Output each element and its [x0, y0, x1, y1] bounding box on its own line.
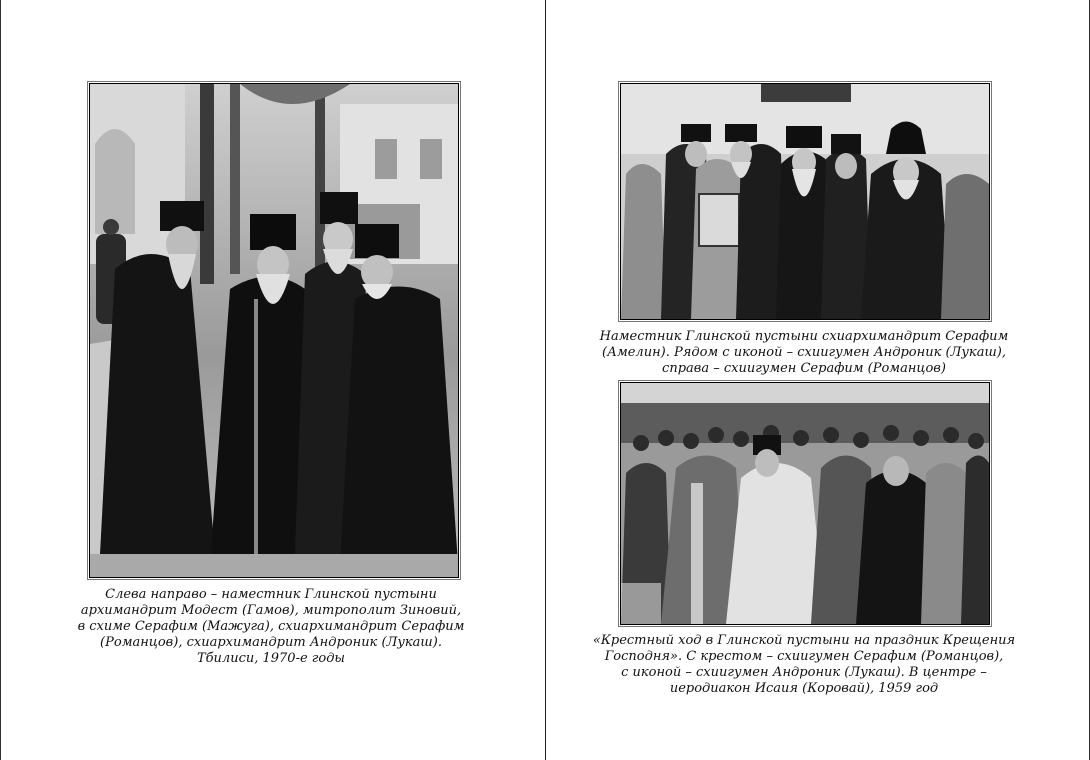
caption-line: Наместник Глинской пустыни схиархимандрит Серафим	[599, 329, 1009, 344]
caption-line: (Амелин). Рядом с иконой – схиигумен Андроник (Лукаш),	[602, 345, 1006, 360]
caption-line: с иконой – схиигумен Андроник (Лукаш). В центре –	[621, 665, 987, 680]
caption-line: иеродиакон Исаия (Коровай), 1959 год	[669, 681, 939, 696]
caption-line: архимандрит Модест (Гамов), митрополит Зиновий,	[80, 603, 462, 618]
left-photo	[89, 83, 459, 578]
left-caption	[41, 587, 501, 667]
right-top-caption	[566, 329, 1042, 377]
caption-line: в схиме Серафим (Мажуга), схиархимандрит Серафим	[77, 619, 465, 634]
caption-line: «Крестный ход в Глинской пустыни на праздник Крещения	[592, 633, 1016, 648]
caption-line: Господня». С крестом – схиигумен Серафим (Романцов),	[604, 649, 1004, 664]
right-bottom-caption	[566, 633, 1042, 697]
right-bottom-photo	[620, 382, 990, 625]
right-page	[546, 0, 1090, 760]
caption-line: (Романцов), схиархимандрит Андроник (Лукаш).	[100, 635, 442, 650]
photo-clergy-group-icon	[90, 84, 458, 577]
photo-monks-with-icon-icon	[621, 84, 989, 319]
caption-line: Тбилиси, 1970-е годы	[196, 651, 346, 666]
right-top-photo	[620, 83, 990, 320]
photo-procession-icon	[621, 383, 989, 624]
caption-line: справа – схиигумен Серафим (Романцов)	[662, 361, 946, 376]
caption-line: Слева направо – наместник Глинской пустыни	[105, 587, 437, 602]
